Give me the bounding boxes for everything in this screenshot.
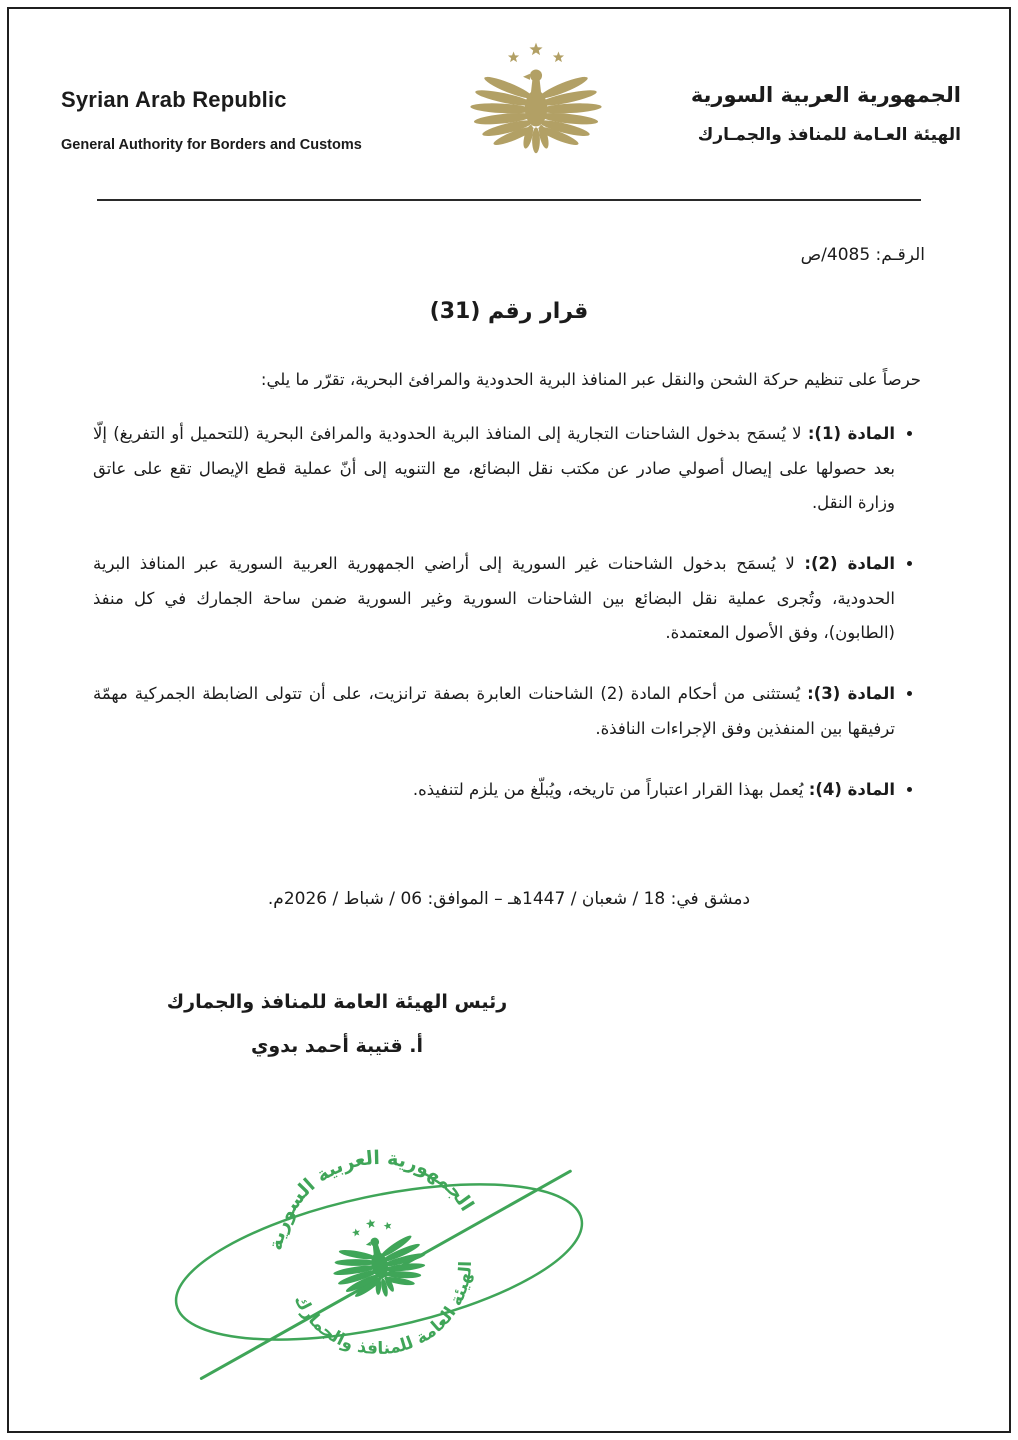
signatory-title: رئيس الهيئة العامة للمنافذ والجمارك [166,991,508,1014]
article-item-2 [93,547,895,650]
articles-list [93,417,925,807]
stamp-bottom-text: الهيئة العامة للمنافذ والجمارك [289,1260,477,1360]
reference-number: الرقـم: 4085/ص [800,245,925,265]
article-item-4 [93,773,895,807]
letterhead [9,9,1009,173]
svg-text:الهيئة العامة للمنافذ والجمارك [289,1256,493,1377]
syrian-eagle-emblem-icon [441,39,631,173]
page-border [7,7,1011,1433]
article-label: المادة (2): [804,554,895,574]
article-label: المادة (4): [808,779,895,799]
org-name-english [61,39,411,153]
country-name-ar: الجمهورية العربية السورية [690,83,961,107]
article-text: يُعمل بهذا القرار اعتباراً من تاريخه، ويُبلّغ من يلزم لتنفيذه. [412,779,804,799]
country-name-en: Syrian Arab Republic [61,87,287,112]
stamp-eagle-icon [324,1209,433,1306]
stamp-top-text: الجمهورية العربية السورية [264,1146,479,1252]
svg-text:الجمهورية العربية السورية [248,1127,479,1256]
article-label: المادة (1): [807,424,895,444]
header-divider [97,199,921,201]
org-name-arabic [661,39,961,145]
decision-title: قرار رقم (31) [429,299,589,324]
signatory-name: أ. قتيبة أحمد بدوي [250,1035,424,1058]
article-text: يُستثنى من أحكام المادة (2) الشاحنات العابرة بصفة ترانزيت، على أن تتولى الضابطة الجمركية مهمّة ترفيقها بين المنفذين وفق الإجراءات النافذة. [93,684,895,738]
authority-name-ar: الهيئة العـامة للمنافذ والجمـارك [697,125,961,145]
signature-block [77,991,597,1057]
authority-name-en: General Authority for Borders and Customs [61,137,362,153]
article-label: المادة (3): [807,684,895,704]
article-text: لا يُسمَح بدخول الشاحنات غير السورية إلى أراضي الجمهورية العربية السورية عبر المنافذ البرية الحدودية، وتُجرى عملية نقل البضائع بين الشاحنات السورية وغير السورية ضمن ساحة الجمارك في كل منفذ (الطابون)، وفق الأصول المعتمدة. [93,554,895,642]
article-item-1 [93,417,895,520]
article-item-3 [93,677,895,746]
decision-preamble: حرصاً على تنظيم حركة الشحن والنقل عبر المنافذ البرية الحدودية والمرافئ البحرية، تقرّر ما يلي: [260,370,921,389]
date-line: دمشق في: 18 / شعبان / 1447هـ – الموافق: 06 / شباط / 2026م. [267,889,751,910]
article-text: لا يُسمَح بدخول الشاحنات التجارية إلى المنافذ البرية الحدودية والمرافئ البحرية (للتحميل أو التفريغ) إلّا بعد حصولها على إيصال أصولي صادر عن مكتب نقل البضائع، مع التنويه إلى أنّ عملية قطع الإيصال تقع على عاتق وزارة النقل. [93,424,895,512]
document-body [9,245,1009,1057]
official-stamp [159,1127,599,1412]
